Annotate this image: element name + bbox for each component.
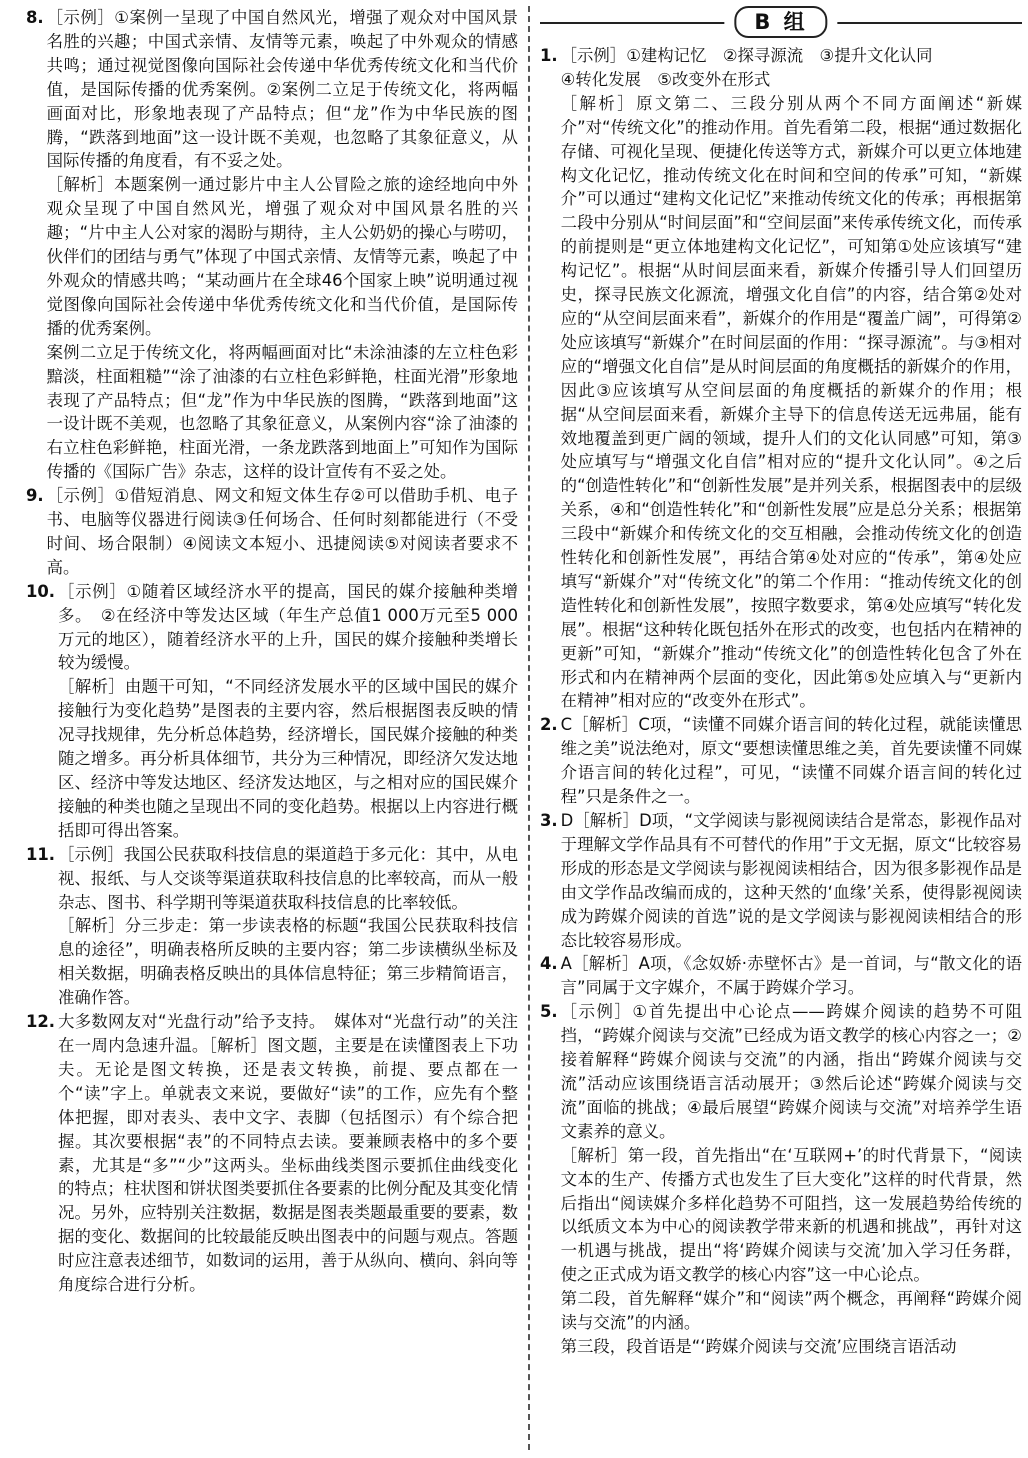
question-number: 11. bbox=[26, 844, 56, 864]
column-divider bbox=[528, 6, 530, 1450]
question-b2 bbox=[540, 713, 1022, 809]
sample-answer: ［示例］①建构记忆 ②探寻源流 ③提升文化认同 bbox=[560, 46, 933, 65]
analysis-continued: 第三段，段首语是“‘跨媒介阅读与交流’应围绕言语活动 bbox=[560, 1336, 957, 1356]
question-number: 10. bbox=[26, 581, 56, 601]
group-header bbox=[540, 6, 1022, 38]
group-label: B 组 bbox=[734, 6, 827, 38]
sample-answer: ［示例］①首先提出中心论点——跨媒介阅读的趋势不可阻挡，“跨媒介阅读与交流”已经成为语文教学的核心内容之一；②接着解释“跨媒介阅读与交流”的内涵，指出“跨媒介阅读与交流”活动应该围绕语言活动展开；③然后论述“跨媒介阅读与交流”面临的挑战；④最后展望“跨媒介阅读与交流”对培养学生语文素养的意义。 bbox=[560, 1002, 1022, 1141]
right-column bbox=[540, 6, 1022, 1359]
question-number: 2. bbox=[540, 715, 558, 735]
sample-answer: ［示例］①随着区域经济水平的提高，国民的媒介接触种类增多。 ②在经济中等发达区域（年生产总值1 000万元至5 000万元的地区），随着经济水平的上升，国民的媒介接触种类增长较为缓慢。 bbox=[58, 581, 518, 673]
question-number: 1. bbox=[540, 46, 558, 65]
sample-answer: ［示例］我国公民获取科技信息的渠道趋于多元化：其中，从电视、报纸、与人交谈等渠道获取科技信息的比率较高，而从一般杂志、图书、科学期刊等渠道获取科技信息的比率较低。 bbox=[58, 844, 518, 912]
analysis: ［解析］分三步走：第一步读表格的标题“我国公民获取科技信息的途径”，明确表格所反映的主要内容；第二步读横纵坐标及相关数据，明确表格反映出的具体信息特征；第三步精简语言，准确作答。 bbox=[58, 916, 518, 1008]
analysis: ［解析］由题干可知，“不同经济发展水平的区域中国民的媒介接触行为变化趋势”是图表的主要内容，然后根据图表反映的情况寻找规律，先分析总体趋势，经济增长，国民媒介接触的种类随之增多。再分析具体细节，共分为三种情况，即经济欠发达地区、经济中等发达地区、经济发达地区，与之相对应的国民媒介接触的种类也随之呈现出不同的变化趋势。根据以上内容进行概括即可得出答案。 bbox=[58, 677, 518, 840]
analysis-continued: 第二段，首先解释“媒介”和“阅读”两个概念，再阐释“跨媒介阅读与交流”的内涵。 bbox=[560, 1289, 1022, 1333]
question-b5 bbox=[540, 1000, 1022, 1359]
group-badge bbox=[724, 6, 837, 38]
question-number: 12. bbox=[26, 1012, 56, 1032]
question-b1 bbox=[540, 44, 1022, 713]
sample-answer: ［示例］①借短消息、网文和短文体生存②可以借助手机、电子书、电脑等仪器进行阅读③任何场合、任何时刻都能进行（不受时间、场合限制）④阅读文本短小、迅捷阅读⑤对阅读者要求不高。 bbox=[46, 486, 518, 577]
question-number: 3. bbox=[540, 811, 558, 830]
question-9 bbox=[26, 484, 518, 580]
sample-answer: 大多数网友对“光盘行动”给予支持。 媒体对“光盘行动”的关注在一周内急速升温。［解析］图文题，主要是在读懂图表上下功夫。无论是图文转换，还是表文转换，前提、要点都在一个“读”字上。单就表文来说，要做好“读”的工作，应先有个整体把握，即对表头、表中文字、表脚（包括图示）有个综合把握。其次要根据“表”的不同特点去读。要兼顾表格中的多个要素，尤其是“多”“少”这两头。坐标曲线类图示要抓住曲线变化的特点；柱状图和饼状图类要抓住各要素的比例分配及其变化情况。另外，应特别关注数据，数据是图表类题最重要的要素，数据的变化、数据间的比较最能反映出图表中的问题与观点。答题时应注意表述细节，如数词的运用，善于从纵向、横向、斜向等角度综合进行分析。 bbox=[58, 1012, 518, 1295]
answer-text: D［解析］D项，“文学阅读与影视阅读结合是常态，影视作品对于理解文学作品具有不可替代的作用”于文无据，原文“比较容易形成的形态是文学阅读与影视阅读相结合，因为很多影视作品是由文学作品改编而成的，这种天然的‘血缘’关系，使得影视阅读成为跨媒介阅读的首选”说的是文学阅读与影视阅读相结合的形态比较容易形成。 bbox=[560, 811, 1022, 950]
question-number: 9. bbox=[26, 486, 44, 506]
left-column bbox=[26, 6, 518, 1297]
question-11 bbox=[26, 843, 518, 1010]
sample-answer: ［示例］①案例一呈现了中国自然风光，增强了观众对中国风景名胜的兴趣；中国式亲情、友情等元素，唤起了中外观众的情感共鸣；通过视觉图像向国际社会传递中华优秀传统文化和当代价值，是国际传播的优秀案例。②案例二立足于传统文化，将两幅画面对比，形象地表现了产品特点；但“龙”作为中华民族的图腾，“跌落到地面”这一设计既不美观，也忽略了其象征意义，从国际传播的角度看，有不妥之处。 bbox=[46, 8, 518, 171]
question-b3 bbox=[540, 809, 1022, 952]
question-number: 8. bbox=[26, 8, 44, 27]
question-8 bbox=[26, 6, 518, 484]
question-number: 5. bbox=[540, 1002, 558, 1022]
analysis: ［解析］原文第二、三段分别从两个不同方面阐述“新媒介”对“传统文化”的推动作用。首先看第二段，根据“通过数据化存储、可视化呈现、便捷化传送等方式，新媒介可以更立体地建构文化记忆，推动传统文化在时间和空间的传承”可知，“新媒介”可以通过“建构文化记忆”来推动传统文化的传承；再根据第二段中分别从“时间层面”和“空间层面”来传承传统文化，而传承的前提则是“更立体地建构文化记忆”，可知第①处应该填写“建构记忆”。根据“从时间层面来看，新媒介传播引导人们回望历史，探寻民族文化源流，增强文化自信”的内容，结合第②处对应的“从空间层面来看”，新媒介的作用是“覆盖广阔”，可得第②处应该填写“新媒介”在时间层面的作用：“探寻源流”。与③相对应的“增强文化自信”是从时间层面的角度概括的新媒介的作用，因此③应该填写从空间层面的角度概括的新媒介的作用；根据“从空间层面来看，新媒介主导下的信息传送无远弗届，能有效地覆盖到更广阔的领域，提升人们的文化认同感”可知，第③处应填写与“增强文化自信”相对应的“提升文化认同”。④之后的“创造性转化”和“创新性发展”是并列关系，根据图表中的层级关系，④和“创造性转化”和“创新性发展”应是总分关系；根据第三段中“新媒介和传统文化的交互相融，会推动传统文化的创造性转化和创新性发展”，再结合第④处对应的“传承”，第④处应填写“新媒介”对“传统文化”的第二个作用：“推动传统文化的创造性转化和创新性发展”，按照字数要求，第④处应填写“转化发展”。根据“这种转化既包括外在形式的改变，也包括内在精神的更新”可知，“新媒介”推动“传统文化”的创造性转化包含了外在形式和内在精神两个层面的变化，因此第⑤处应填入与“更新内在精神”相对应的“改变外在形式”。 bbox=[560, 93, 1022, 711]
answer-text: C［解析］C项，“读懂不同媒介语言间的转化过程，就能读懂思维之美”说法绝对，原文“要想读懂思维之美，首先要读懂不同媒介语言间的转化过程”，可见，“读懂不同媒介语言间的转化过程”只是条件之一。 bbox=[560, 715, 1022, 807]
answer-text: A［解析］A项，《念奴娇·赤壁怀古》是一首词，与“散文化的语言”同属于文字媒介，不属于跨媒介学习。 bbox=[560, 954, 1022, 998]
sample-answer-continued: ④转化发展 ⑤改变外在形式 bbox=[560, 69, 771, 89]
analysis: ［解析］第一段，首先指出“在‘互联网+’的时代背景下，“阅读文本的生产、传播方式也发生了巨大变化”这样的时代背景，然后指出“阅读媒介多样化趋势不可阻挡，这一发展趋势给传统的以纸质文本为中心的阅读教学带来新的机遇和挑战”，再针对这一机遇与挑战，提出“将‘跨媒介阅读与交流’加入学习任务群，使之正式成为语文教学的核心内容”这一中心论点。 bbox=[560, 1145, 1022, 1285]
question-10 bbox=[26, 580, 518, 843]
analysis-continued: 案例二立足于传统文化，将两幅画面对比“未涂油漆的左立柱色彩黯淡，柱面粗糙”“涂了油漆的右立柱色彩鲜艳，柱面光滑”形象地表现了产品特点；但“龙”作为中华民族的图腾，“跌落到地面”这一设计既不美观，也忽略了其象征意义，从案例内容“涂了油漆的右立柱色彩鲜艳，柱面光滑，一条龙跌落到地面上”可知作为国际传播的《国际广告》杂志，这样的设计宣传有不妥之处。 bbox=[46, 342, 518, 482]
question-number: 4. bbox=[540, 954, 558, 974]
question-12 bbox=[26, 1010, 518, 1297]
analysis: ［解析］本题案例一通过影片中主人公冒险之旅的途经地向中外观众呈现了中国自然风光，增强了观众对中国风景名胜的兴趣；“片中主人公对家的渴盼与期待，主人公奶奶的操心与唠叨，伙伴们的团结与勇气”体现了中国式亲情、友情等元素，唤起了中外观众的情感共鸣；“某动画片在全球46个国家上映”说明通过视觉图像向国际社会传递中华优秀传统文化和当代价值，是国际传播的优秀案例。 bbox=[46, 175, 518, 338]
question-b4 bbox=[540, 952, 1022, 1000]
